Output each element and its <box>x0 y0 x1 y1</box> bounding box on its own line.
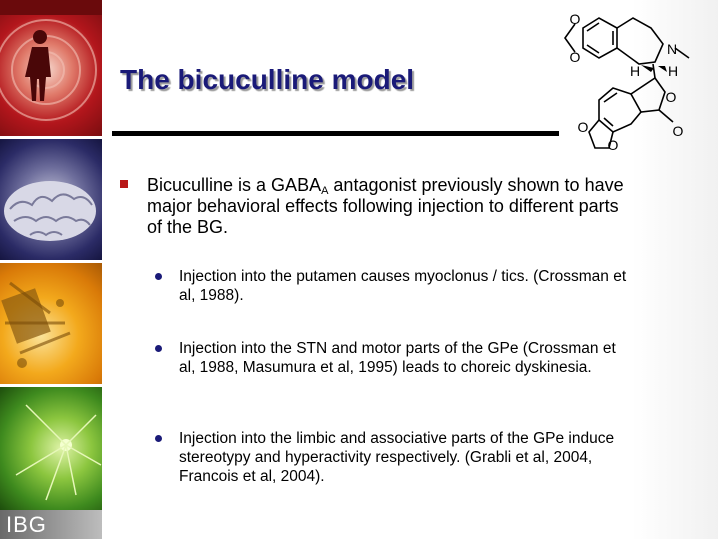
round-bullet-icon <box>155 435 162 442</box>
slide-title: The bicuculline model <box>120 64 415 95</box>
human-figure-image <box>0 15 102 136</box>
sub-bullet-text: Injection into the STN and motor parts of the GPe (Crossman et al, 1988, Masumura et al, 1995) leads to choreic dyskinesia. <box>179 340 616 376</box>
oxygen-label: O <box>577 119 589 135</box>
oxygen-label: O <box>672 123 684 139</box>
round-bullet-icon <box>155 345 162 352</box>
neuron-image <box>0 387 102 510</box>
square-bullet-icon <box>120 180 128 188</box>
brain-icon <box>0 139 102 260</box>
bicuculline-structure-icon <box>555 8 715 168</box>
sub-bullet-text: Injection into the limbic and associative parts of the GPe induce stereotypy and hyperactivity respectively. (Grabli et al, 2004, Francois et al, 2004). <box>179 430 615 485</box>
oxygen-label: O <box>665 89 677 105</box>
hydrogen-label: H <box>667 63 679 79</box>
main-bullet-text <box>147 175 637 238</box>
bullet-text-post: antagonist previously shown to have major behavioral effects following injection to different parts of the BG. <box>147 175 624 237</box>
bullet-subscript: A <box>321 185 329 197</box>
brain-image <box>0 139 102 260</box>
strip-top-bar <box>0 0 102 15</box>
hydrogen-label: H <box>629 63 641 79</box>
oxygen-label: O <box>569 49 581 65</box>
oxygen-label: O <box>607 137 619 153</box>
ibg-logo-text: IBG <box>6 512 47 537</box>
oxygen-label: O <box>569 11 581 27</box>
circuit-icon <box>0 263 102 384</box>
circuit-image <box>0 263 102 384</box>
title-underline <box>112 131 559 136</box>
nitrogen-label: N <box>666 41 678 57</box>
round-bullet-icon <box>155 273 162 280</box>
decorative-image-strip <box>0 0 102 539</box>
bullet-text-pre: Bicuculline is a GABA <box>147 175 322 195</box>
human-figure-icon <box>0 15 102 136</box>
sub-bullet-text: Injection into the putamen causes myoclonus / tics. (Crossman et al, 1988). <box>179 268 627 304</box>
neuron-icon <box>0 387 102 510</box>
